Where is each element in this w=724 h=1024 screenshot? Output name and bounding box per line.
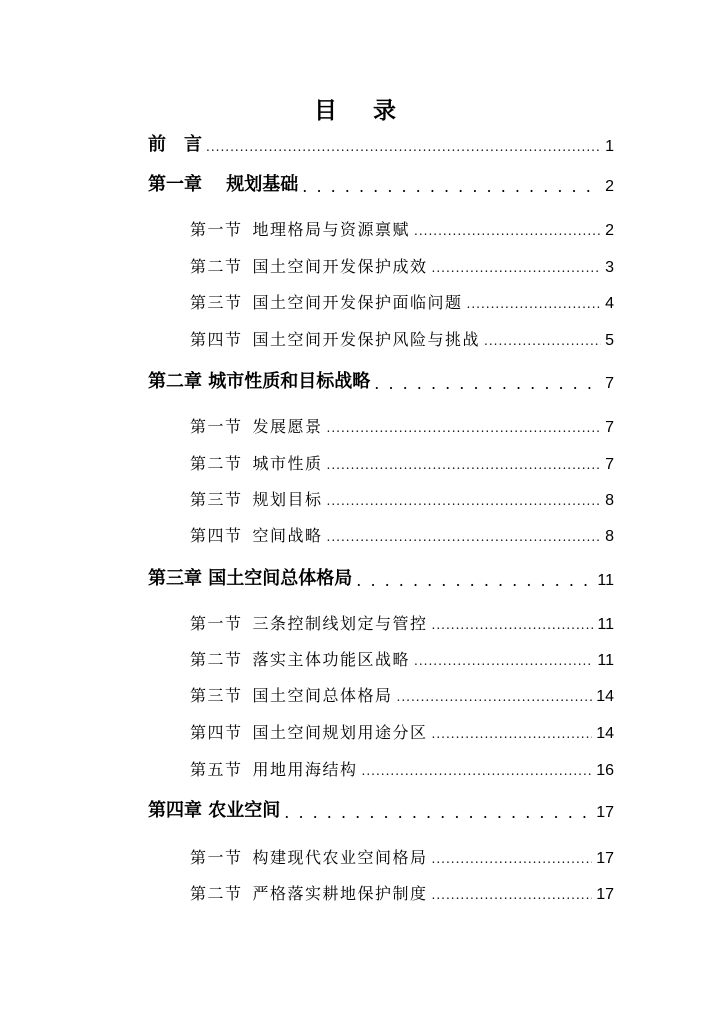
toc-page-number: 8	[605, 528, 614, 545]
toc-entry-section[interactable]	[190, 646, 614, 670]
toc-entry-label: 前 言	[148, 134, 202, 155]
toc-page-number: 7	[605, 375, 614, 392]
section-number: 第一节	[190, 848, 243, 867]
section-number: 第四节	[190, 723, 243, 742]
section-number: 第一节	[190, 220, 243, 239]
toc-entry-chapter-1[interactable]	[148, 172, 614, 196]
toc-page-number: 14	[596, 725, 614, 742]
toc-entry-section[interactable]	[190, 610, 614, 634]
section-number: 第二节	[190, 650, 243, 669]
toc-entry-chapter-2[interactable]	[148, 369, 614, 393]
toc-entry-label: 用地用海结构	[252, 760, 358, 779]
toc-entry-section[interactable]	[190, 289, 614, 313]
toc-page-number: 16	[596, 762, 614, 779]
dot-leader	[484, 330, 601, 350]
dot-leader	[374, 373, 601, 393]
toc-entry-label: 第一章 规划基础	[148, 174, 299, 195]
dot-leader	[414, 650, 593, 670]
section-number: 第三节	[190, 686, 243, 705]
toc-page-number: 7	[605, 419, 614, 436]
toc-entry-label: 空间战略	[252, 526, 323, 545]
section-number: 第三节	[190, 293, 243, 312]
toc-page-number: 7	[605, 456, 614, 473]
section-number: 第二节	[190, 884, 243, 903]
toc-entry-label: 严格落实耕地保护制度	[252, 884, 428, 903]
section-number: 第五节	[190, 760, 243, 779]
toc-entry-section[interactable]	[190, 413, 614, 437]
toc-entry-section[interactable]	[190, 844, 614, 868]
section-number: 第二节	[190, 257, 243, 276]
toc-page-number: 5	[605, 332, 614, 349]
dot-leader	[327, 490, 602, 510]
toc-entry-label: 第三章 国土空间总体格局	[148, 568, 353, 589]
toc-entry-label: 第二章 城市性质和目标战略	[148, 371, 371, 392]
toc-entry-section[interactable]	[190, 522, 614, 546]
toc-entry-label: 地理格局与资源禀赋	[252, 220, 411, 239]
section-number: 第一节	[190, 417, 243, 436]
toc-page-number: 17	[596, 850, 614, 867]
toc-page-number: 14	[596, 688, 614, 705]
toc-entry-label: 第四章 农业空间	[148, 800, 281, 821]
dot-leader	[432, 257, 602, 277]
toc-entry-section[interactable]	[190, 216, 614, 240]
toc-entry-section[interactable]	[190, 719, 614, 743]
toc-entry-label: 国土空间开发保护面临问题	[252, 293, 463, 312]
toc-entry-section[interactable]	[190, 326, 614, 350]
dot-leader	[432, 723, 593, 743]
toc-entry-label: 国土空间开发保护风险与挑战	[252, 330, 481, 349]
toc-page-number: 8	[605, 492, 614, 509]
dot-leader	[327, 417, 602, 437]
toc-page-number: 4	[605, 295, 614, 312]
dot-leader	[397, 686, 593, 706]
toc-title: 目 录	[313, 97, 410, 124]
dot-leader	[284, 802, 592, 822]
section-number: 第三节	[190, 490, 243, 509]
dot-leader	[327, 526, 602, 546]
toc-page-number: 1	[605, 138, 614, 155]
dot-leader	[327, 454, 602, 474]
toc-entry-section[interactable]	[190, 450, 614, 474]
dot-leader	[356, 570, 593, 590]
toc-entry-section[interactable]	[190, 486, 614, 510]
dot-leader	[362, 760, 593, 780]
toc-entry-label: 国土空间开发保护成效	[252, 257, 428, 276]
dot-leader	[432, 884, 593, 904]
toc-page-number: 17	[596, 804, 614, 821]
section-number: 第四节	[190, 330, 243, 349]
toc-entry-section[interactable]	[190, 880, 614, 904]
toc-page-number: 2	[605, 222, 614, 239]
toc-entry-section[interactable]	[190, 682, 614, 706]
toc-entry-label: 国土空间总体格局	[252, 686, 393, 705]
toc-entry-section[interactable]	[190, 253, 614, 277]
toc-page-number: 2	[605, 178, 614, 195]
toc-entry-section[interactable]	[190, 756, 614, 780]
dot-leader	[302, 176, 601, 196]
toc-entry-chapter-4[interactable]	[148, 798, 614, 822]
toc-entry-label: 落实主体功能区战略	[252, 650, 411, 669]
toc-page-number: 11	[597, 572, 614, 589]
dot-leader	[432, 848, 593, 868]
toc-page-number: 17	[596, 886, 614, 903]
toc-entry-label: 发展愿景	[252, 417, 323, 436]
toc-entry-label: 规划目标	[252, 490, 323, 509]
dot-leader	[206, 136, 601, 156]
section-number: 第四节	[190, 526, 243, 545]
dot-leader	[467, 293, 602, 313]
toc-entry-label: 构建现代农业空间格局	[252, 848, 428, 867]
toc-entry-preface[interactable]	[148, 132, 614, 156]
section-number: 第二节	[190, 454, 243, 473]
toc-entry-chapter-3[interactable]	[148, 566, 614, 590]
dot-leader	[432, 614, 594, 634]
toc-entry-label: 国土空间规划用途分区	[252, 723, 428, 742]
dot-leader	[414, 220, 601, 240]
section-number: 第一节	[190, 614, 243, 633]
toc-entry-label: 城市性质	[252, 454, 323, 473]
toc-page-number: 11	[597, 652, 614, 669]
toc-page-number: 11	[597, 616, 614, 633]
toc-page-number: 3	[605, 259, 614, 276]
toc-entry-label: 三条控制线划定与管控	[252, 614, 428, 633]
